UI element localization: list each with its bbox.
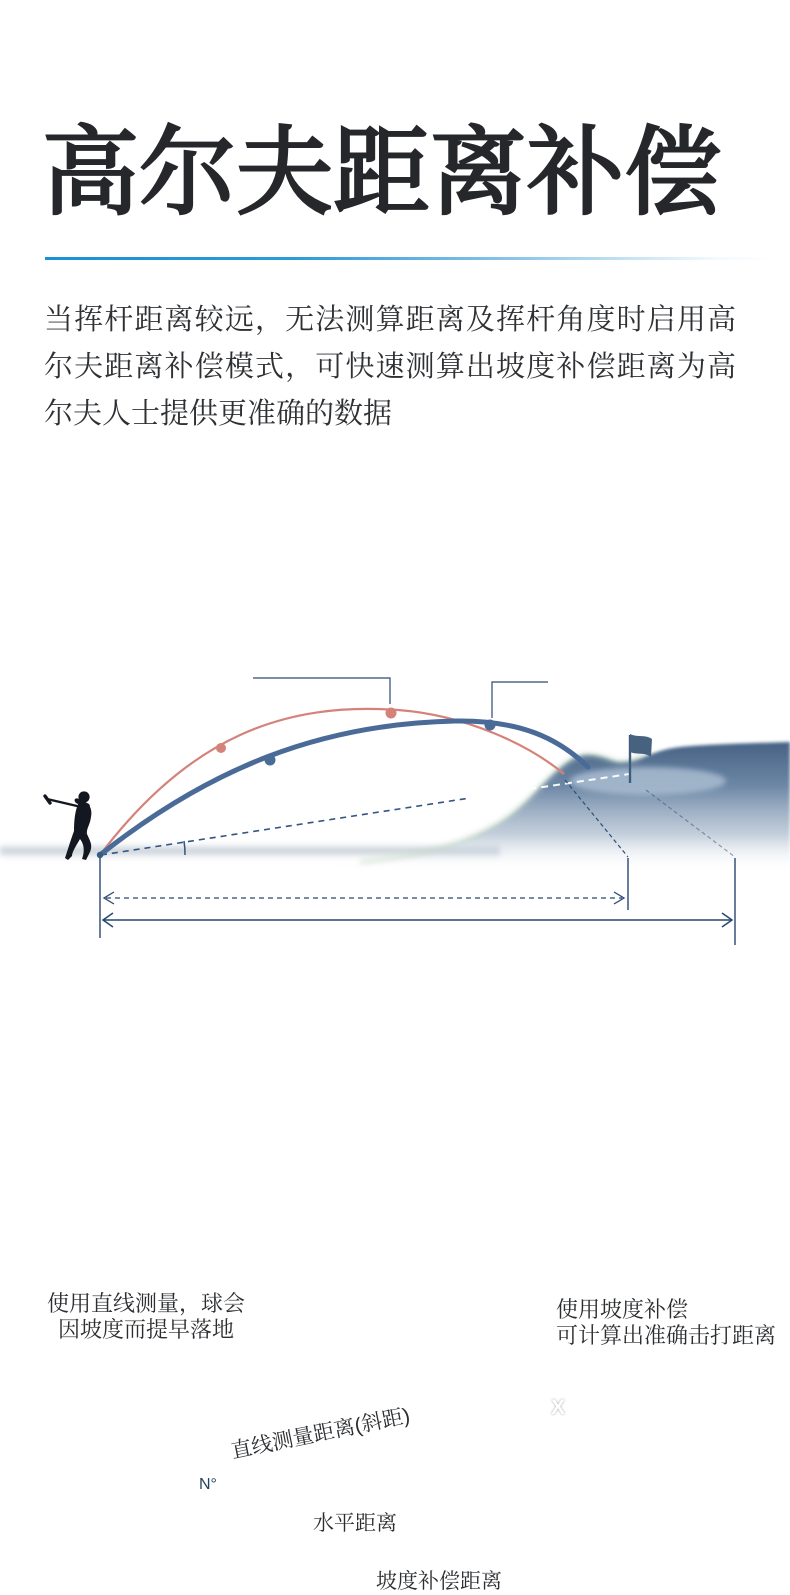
putting-green	[570, 767, 726, 795]
slope-compensation-label-line2: 可计算出准确击打距离	[556, 1323, 777, 1348]
compensated-distance-dimension	[103, 913, 732, 927]
horizontal-distance-dimension	[104, 892, 624, 904]
straight-trajectory-point-2	[386, 708, 397, 719]
slope-label-leader	[492, 682, 548, 718]
intro-paragraph: 当挥杆距离较远，无法测算距离及挥杆角度时启用高尔夫距离补偿模式，可快速测算出坡度补偿距离为高尔夫人士提供更准确的数据	[44, 304, 736, 430]
compensated-distance-label: 坡度补偿距离	[376, 1570, 502, 1593]
straight-measure-label	[40, 1291, 252, 1343]
diagram-graphics	[0, 640, 790, 980]
straight-label-leader	[253, 678, 390, 704]
slope-compensation-label-line1: 使用坡度补偿	[556, 1297, 689, 1322]
accent-divider	[45, 257, 775, 260]
landing-x-marker: X	[551, 1396, 566, 1419]
slope-compensation-diagram	[0, 640, 790, 1593]
compensated-trajectory-point-2	[485, 720, 496, 731]
slope-compensation-label	[556, 1297, 776, 1349]
compensated-trajectory-point-1	[265, 755, 276, 766]
origin-point	[97, 852, 103, 858]
straight-measure-label-line2: 因坡度而提早落地	[57, 1317, 234, 1342]
straight-trajectory-point-1	[216, 743, 226, 753]
straight-measure-label-line1: 使用直线测量，球会	[46, 1291, 245, 1316]
page-title: 高尔夫距离补偿	[42, 118, 721, 227]
angle-label: N°	[199, 1476, 217, 1493]
slant-distance-label: 直线测量距离(斜距)	[229, 1404, 412, 1464]
horizontal-distance-label: 水平距离	[313, 1512, 397, 1535]
